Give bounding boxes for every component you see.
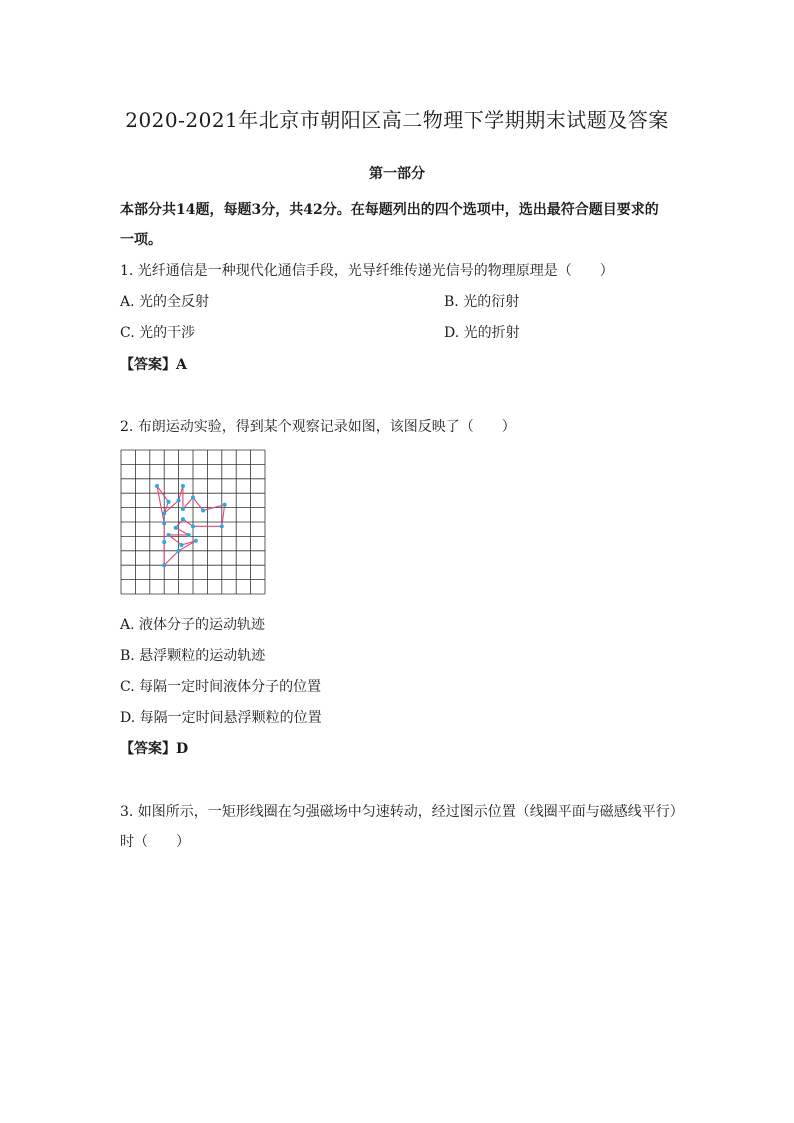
particle-point — [174, 526, 178, 530]
trace-polyline — [157, 486, 225, 565]
particle-point — [191, 524, 195, 528]
particle-point — [167, 500, 171, 504]
particle-point — [181, 507, 185, 511]
particle-points — [155, 484, 227, 567]
particle-point — [201, 508, 205, 512]
particle-point — [194, 539, 198, 543]
particle-point — [223, 503, 227, 507]
particle-point — [187, 533, 191, 537]
particle-point — [162, 540, 166, 544]
question-2-option-a: A. 液体分子的运动轨迹 — [120, 617, 266, 633]
question-1-stem: 1. 光纤通信是一种现代化通信手段，光导纤维传递光信号的物理原理是（ ） — [120, 263, 614, 279]
brownian-motion-figure — [120, 449, 266, 595]
particle-point — [162, 511, 166, 515]
section-heading: 第一部分 — [369, 166, 425, 182]
question-2-stem: 2. 布朗运动实验，得到某个观察记录如图，该图反映了（ ） — [120, 419, 516, 435]
particle-point — [177, 549, 181, 553]
question-2-option-b: B. 悬浮颗粒的运动轨迹 — [120, 648, 266, 664]
particle-point — [191, 496, 195, 500]
question-2-option-c: C. 每隔一定时间液体分子的位置 — [120, 679, 322, 695]
question-1-option-a: A. 光的全反射 — [120, 294, 210, 310]
particle-point — [181, 484, 185, 488]
question-2-answer: 【答案】D — [120, 741, 189, 757]
question-2-option-d: D. 每隔一定时间悬浮颗粒的位置 — [120, 710, 322, 726]
particle-point — [220, 524, 224, 528]
particle-trace — [157, 486, 225, 565]
question-1-option-c: C. 光的干涉 — [120, 325, 196, 341]
section-instruction-line1: 本部分共14题，每题3分，共42分。在每题列出的四个选项中，选出最符合题目要求的 — [120, 202, 659, 218]
question-1-option-d: D. 光的折射 — [444, 325, 520, 341]
question-3-stem-line2: 时（ ） — [120, 834, 190, 850]
question-3-stem-line1: 3. 如图所示，一矩形线圈在匀强磁场中匀速转动，经过图示位置（线圈平面与磁感线平行） — [120, 804, 684, 820]
question-1-option-b: B. 光的衍射 — [444, 294, 520, 310]
particle-point — [162, 521, 166, 525]
particle-point — [179, 543, 183, 547]
particle-point — [155, 484, 159, 488]
grid-lines — [121, 450, 265, 594]
particle-point — [177, 498, 181, 502]
page-title: 2020-2021年北京市朝阳区高二物理下学期期末试题及答案 — [125, 108, 669, 132]
section-instruction-line2: 一项。 — [120, 232, 162, 248]
particle-point — [162, 563, 166, 567]
particle-point — [167, 533, 171, 537]
particle-point — [181, 517, 185, 521]
question-1-answer: 【答案】A — [120, 357, 187, 373]
